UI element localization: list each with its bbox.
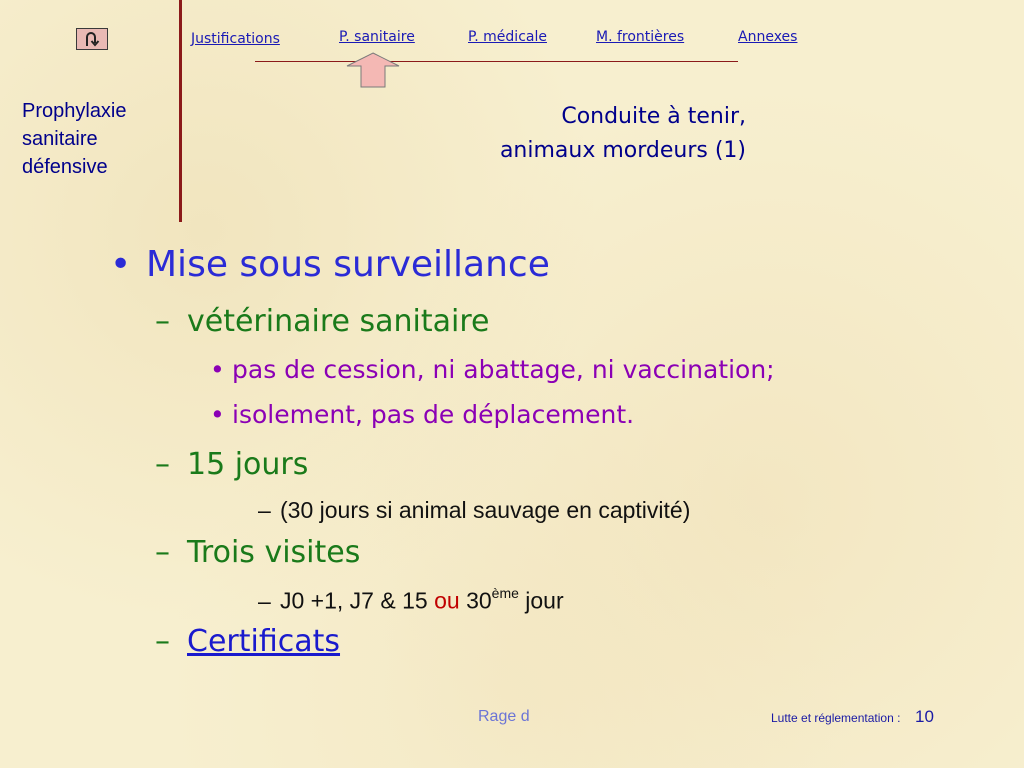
bullet-text-num: 30 [466, 587, 492, 614]
nav-link-annexes[interactable]: Annexes [738, 29, 798, 45]
bullet-text: Mise sous surveillance [146, 244, 550, 285]
bullet-mise-sous-surveillance [110, 244, 550, 285]
page-number: 10 [915, 707, 934, 726]
dash-marker: – [155, 535, 170, 570]
bullet-text: 15 jours [187, 447, 309, 482]
bullet-isolement [210, 400, 634, 429]
dash-marker: – [155, 624, 170, 659]
dash-marker: – [258, 497, 271, 523]
nav-link-justifications[interactable]: Justifications [191, 31, 280, 47]
bullet-marker: • [210, 355, 225, 384]
u-turn-arrow-icon [82, 31, 102, 47]
bullet-text-ou: ou [434, 587, 460, 614]
dash-marker: – [155, 304, 170, 339]
back-button[interactable] [76, 28, 108, 50]
bullet-marker: • [110, 244, 132, 285]
footer-center-text: Rage d [478, 708, 530, 725]
bullet-marker: • [210, 400, 225, 429]
up-arrow-icon [346, 52, 400, 88]
section-label [22, 97, 172, 181]
bullet-text: (30 jours si animal sauvage en captivité) [280, 497, 691, 523]
bullet-pas-de-cession [210, 355, 775, 384]
bullet-text: isolement, pas de déplacement. [232, 400, 635, 429]
bullet-certificats [155, 624, 340, 659]
bullet-trois-visites [155, 535, 360, 570]
nav-link-p-medicale[interactable]: P. médicale [468, 29, 547, 45]
nav-link-m-frontieres[interactable]: M. frontières [596, 29, 685, 45]
dash-marker: – [258, 587, 271, 614]
section-label-line: Prophylaxie [22, 100, 127, 122]
slide-title [500, 100, 746, 168]
certificats-link[interactable]: Certificats [187, 624, 341, 659]
bullet-text: pas de cession, ni abattage, ni vaccination; [232, 355, 775, 384]
bullet-15-jours [155, 447, 308, 482]
bullet-30-jours [258, 497, 690, 524]
bullet-text: Trois visites [187, 535, 361, 570]
bullet-text: vétérinaire sanitaire [187, 304, 490, 339]
bullet-text-sup: ème [491, 585, 519, 601]
section-label-line: sanitaire [22, 128, 98, 150]
vertical-divider [179, 0, 182, 222]
bullet-j0-visits [258, 587, 564, 615]
slide-title-line: animaux mordeurs (1) [499, 138, 746, 163]
bullet-veterinaire-sanitaire [155, 304, 489, 339]
footer-label: Lutte et réglementation : [771, 711, 901, 725]
nav-link-p-sanitaire[interactable]: P. sanitaire [339, 29, 415, 45]
section-label-line: défensive [22, 156, 108, 178]
nav-rule [255, 61, 738, 62]
bullet-text-pre: J0 +1, J7 & 15 [280, 587, 428, 614]
dash-marker: – [155, 447, 170, 482]
slide-title-line: Conduite à tenir, [561, 104, 746, 129]
bullet-text-post: jour [525, 587, 564, 614]
